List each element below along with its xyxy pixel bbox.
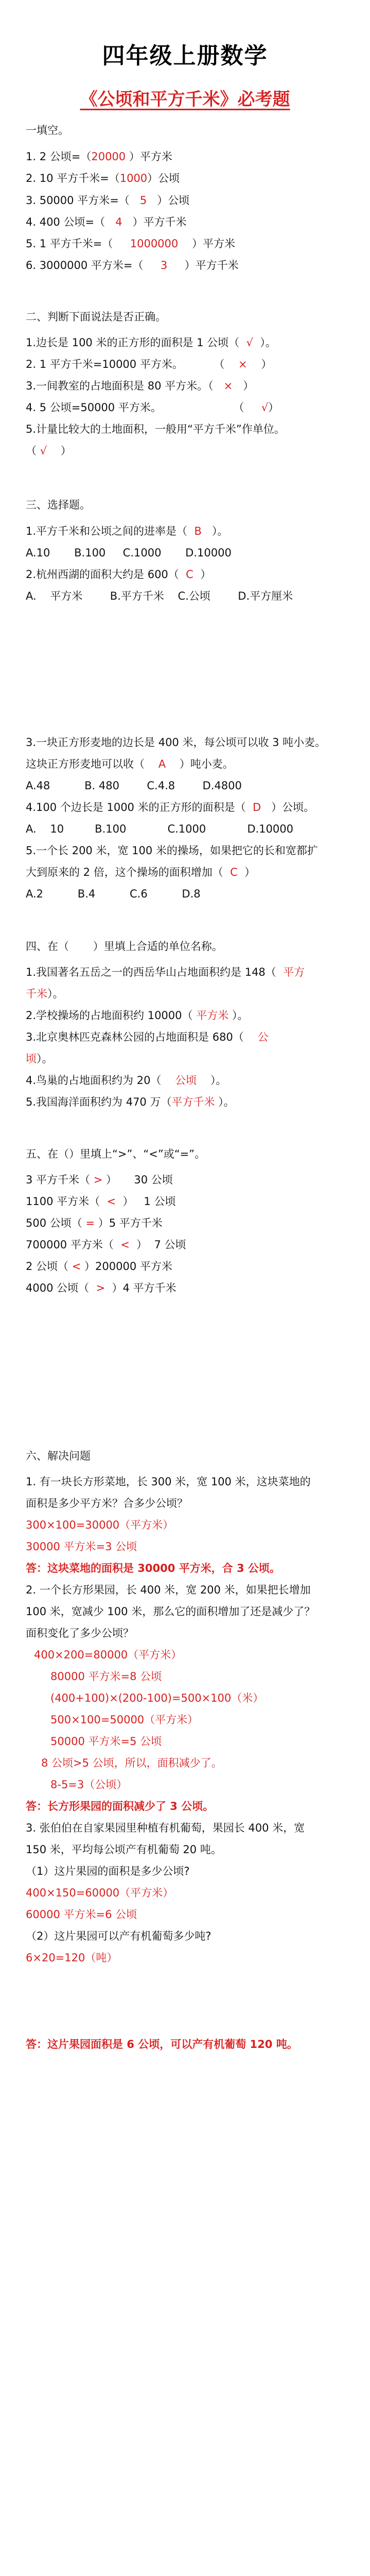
choice-options-2: A. 平方米 B.平方千米 C.公顷 D.平方厘米 bbox=[26, 590, 293, 602]
section5-heading: 五、在（）里填上“>”、“<”或“=”。 bbox=[26, 1148, 206, 1160]
choice-question-2: 2.杭州西湖的面积大约是 600（ C ） bbox=[26, 568, 212, 581]
fill-question-2: 2. 10 平方千米=（1000）公顷 bbox=[26, 172, 180, 184]
page-subtitle: 《公顷和平方千米》必考题 bbox=[80, 89, 290, 110]
judge-question-2: 2. 1 平方千米=10000 平方米。 （ × ） bbox=[26, 358, 272, 370]
compare-question-4: 700000 平方米（ < ） 7 公顷 bbox=[26, 1239, 186, 1251]
compare-question-5: 2 公顷（ < ）200000 平方米 bbox=[26, 1260, 172, 1273]
problem-1-text-cont: 面积是多少平方米？合多少公顷？ bbox=[26, 1497, 188, 1510]
problem-2-calc-7: 8-5=3（公顷） bbox=[50, 1778, 128, 1791]
unit-question-2: 2.学校操场的占地面积约 10000（ 平方米 ）。 bbox=[26, 1009, 249, 1022]
choice-options-4: A. 10 B.100 C.1000 D.10000 bbox=[26, 823, 293, 835]
answer: D bbox=[252, 801, 261, 814]
answer: 20000 bbox=[91, 150, 126, 163]
judge-question-1: 1.边长是 100 米的正方形的面积是 1 公顷（ √ ）。 bbox=[26, 336, 276, 349]
unit-question-1: 1.我国著名五岳之一的西岳华山占地面积约是 148（ 平方 bbox=[26, 966, 305, 978]
problem-3-calc-3: 6×20=120（吨） bbox=[26, 1952, 118, 1964]
answer: 3 bbox=[160, 259, 168, 272]
problem-1-answer: 答：这块菜地的面积是 30000 平方米，合 3 公顷。 bbox=[26, 1562, 280, 1574]
fill-question-4: 4. 400 公顷=（ 4 ）平方千米 bbox=[26, 216, 187, 228]
answer: × bbox=[238, 358, 248, 370]
answer: C bbox=[186, 568, 193, 581]
answer: 1000000 bbox=[130, 238, 179, 250]
problem-3-text: 3. 张伯伯在自家果园里种植有机葡萄，果园长 400 米，宽 bbox=[26, 1822, 305, 1834]
answer: 平方千米 bbox=[171, 1096, 215, 1108]
fill-question-3: 3. 50000 平方米=（ 5 ）公顷 bbox=[26, 194, 190, 207]
problem-2-calc-6: 8 公顷>5 公顷，所以，面积减少了。 bbox=[41, 1757, 222, 1769]
problem-2-calc-4: 500×100=50000（平方米） bbox=[50, 1714, 199, 1726]
problem-2-text-cont: 100 米，宽减少 100 米，那么它的面积增加了还是减少了？ bbox=[26, 1605, 315, 1618]
choice-question-5-cont: 大到原来的 2 倍，这个操场的面积增加（ C ） bbox=[26, 866, 256, 878]
fill-question-1: 1. 2 公顷=（20000 ）平方米 bbox=[26, 150, 172, 163]
section3-heading: 三、选择题。 bbox=[26, 499, 91, 511]
problem-3-answer: 答：这片果园面积是 6 公顷，可以产有机葡萄 120 吨。 bbox=[26, 2038, 298, 2050]
answer: 平方 bbox=[283, 966, 305, 978]
answer: > bbox=[96, 1282, 105, 1294]
unit-question-4: 4.鸟巢的占地面积约为 20（ 公顷 ）。 bbox=[26, 1074, 227, 1087]
section2-heading: 二、判断下面说法是否正确。 bbox=[26, 311, 166, 323]
fill-question-6: 6. 3000000 平方米=（ 3 ）平方千米 bbox=[26, 259, 239, 272]
answer: < bbox=[72, 1260, 81, 1273]
judge-question-4: 4. 5 公顷=50000 平方米。 （ √） bbox=[26, 401, 279, 414]
answer: 千米 bbox=[26, 988, 47, 1000]
answer: C bbox=[230, 866, 238, 878]
judge-question-3: 3.一间教室的占地面积是 80 平方米。（ × ） bbox=[26, 380, 254, 392]
compare-question-3: 500 公顷（ = ）5 平方千米 bbox=[26, 1217, 163, 1229]
problem-3-sub-2: （2）这片果园可以产有机葡萄多少吨? bbox=[26, 1930, 212, 1942]
choice-options-5: A.2 B.4 C.6 D.8 bbox=[26, 888, 201, 900]
problem-3-calc-1: 400×150=60000（平方米） bbox=[26, 1887, 174, 1899]
page-title: 四年级上册数学 bbox=[102, 43, 268, 69]
answer: 平方米 bbox=[196, 1009, 229, 1022]
answer: < bbox=[120, 1239, 130, 1251]
section6-heading: 六、解决问题 bbox=[26, 1450, 91, 1462]
answer: 1000 bbox=[119, 172, 148, 184]
choice-question-3-cont: 这块正方形麦地可以收（ A ）吨小麦。 bbox=[26, 758, 234, 770]
unit-question-5: 5.我国海洋面积约为 470 万（平方千米 ）。 bbox=[26, 1096, 235, 1108]
compare-question-2: 1100 平方米（ < ） 1 公顷 bbox=[26, 1195, 176, 1208]
unit-question-1-cont: 千米）。 bbox=[26, 988, 64, 1000]
answer: 4 bbox=[115, 216, 122, 228]
answer: √ bbox=[40, 445, 47, 457]
answer: A bbox=[158, 758, 166, 770]
problem-2-calc-5: 50000 平方米=5 公顷 bbox=[50, 1735, 162, 1748]
choice-question-4: 4.100 个边长是 1000 米的正方形的面积是（ D ）公顷。 bbox=[26, 801, 315, 814]
unit-question-3: 3.北京奥林匹克森林公园的占地面积是 680（ 公 bbox=[26, 1031, 269, 1043]
answer: √ bbox=[261, 401, 269, 414]
answer: < bbox=[107, 1195, 116, 1208]
problem-1-calc-2: 30000 平方米=3 公顷 bbox=[26, 1540, 137, 1553]
unit-question-3-cont: 顷）。 bbox=[26, 1053, 53, 1065]
problem-2-text-cont-2: 面积变化了多少公顷？ bbox=[26, 1627, 134, 1639]
answer: 顷 bbox=[26, 1053, 37, 1065]
judge-question-5-answer: （ √ ） bbox=[26, 445, 72, 457]
problem-2-calc-1: 400×200=80000（平方米） bbox=[34, 1649, 182, 1661]
answer: 公顷 bbox=[175, 1074, 197, 1087]
choice-question-5: 5.一个长 200 米，宽 100 米的操场，如果把它的长和宽都扩 bbox=[26, 844, 318, 857]
problem-2-calc-3: (400+100)×(200-100)=500×100（米） bbox=[50, 1692, 264, 1704]
answer: 5 bbox=[139, 194, 147, 207]
problem-1-calc-1: 300×100=30000（平方米） bbox=[26, 1519, 174, 1531]
problem-2-text: 2. 一个长方形果园，长 400 米，宽 200 米，如果把长增加 bbox=[26, 1584, 311, 1596]
problem-2-answer: 答：长方形果园的面积减少了 3 公顷。 bbox=[26, 1800, 214, 1812]
section4-heading: 四、在（ ）里填上合适的单位名称。 bbox=[26, 940, 223, 953]
choice-options-3: A.48 B. 480 C.4.8 D.4800 bbox=[26, 779, 242, 792]
choice-question-1: 1.平方千米和公顷之间的进率是（ B ）。 bbox=[26, 525, 228, 537]
judge-question-5: 5.计量比较大的土地面积，一般用“平方千米”作单位。 bbox=[26, 423, 285, 435]
compare-question-1: 3 平方千米（ > ） 30 公顷 bbox=[26, 1174, 173, 1186]
problem-3-sub-1: （1）这片果园的面积是多少公顷? bbox=[26, 1865, 190, 1877]
section1-heading: 一填空。 bbox=[26, 124, 69, 137]
problem-3-calc-2: 60000 平方米=6 公顷 bbox=[26, 1908, 137, 1921]
answer: 公 bbox=[257, 1031, 269, 1043]
answer: > bbox=[93, 1174, 103, 1186]
answer: × bbox=[223, 380, 233, 392]
problem-2-calc-2: 80000 平方米=8 公顷 bbox=[50, 1670, 162, 1683]
problem-3-text-cont: 150 米，平均每公顷产有机葡萄 20 吨。 bbox=[26, 1843, 222, 1856]
fill-question-5: 5. 1 平方千米=（ 1000000 ）平方米 bbox=[26, 238, 235, 250]
problem-1-text: 1. 有一块长方形菜地，长 300 米，宽 100 米，这块菜地的 bbox=[26, 1476, 311, 1488]
answer: B bbox=[194, 525, 202, 537]
choice-question-3: 3.一块正方形麦地的边长是 400 米，每公顷可以收 3 吨小麦。 bbox=[26, 736, 326, 749]
compare-question-6: 4000 公顷（ > ）4 平方千米 bbox=[26, 1282, 177, 1294]
choice-options-1: A.10 B.100 C.1000 D.10000 bbox=[26, 547, 232, 559]
answer: √ bbox=[246, 336, 253, 349]
answer: = bbox=[85, 1217, 95, 1229]
